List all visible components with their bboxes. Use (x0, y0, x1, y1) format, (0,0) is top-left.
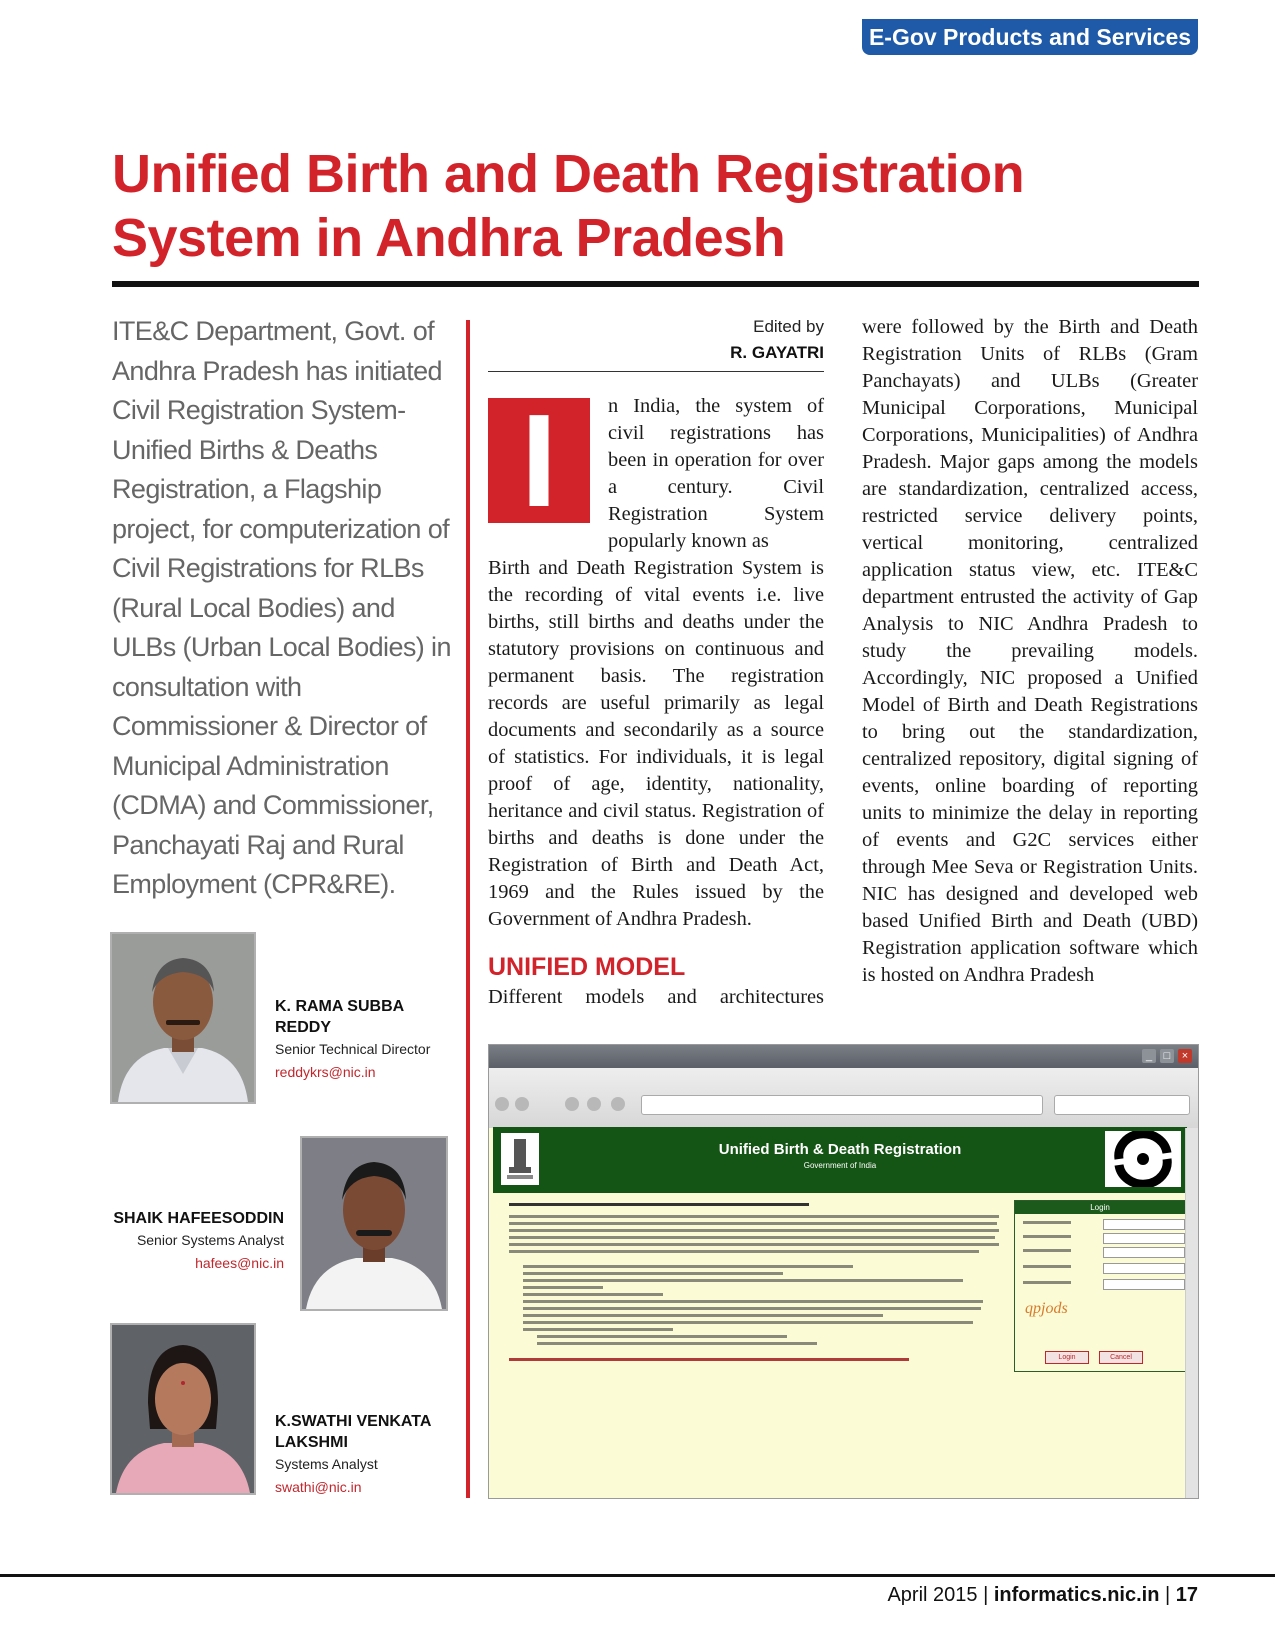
author-photo-2 (300, 1136, 448, 1311)
author-email[interactable]: reddykrs@nic.in (275, 1064, 376, 1080)
stop-icon (587, 1097, 601, 1111)
app-subtitle: Government of India (803, 1161, 877, 1170)
screenshot-heading-line (509, 1203, 809, 1206)
theme-row (1023, 1235, 1173, 1245)
scrollbar (1185, 1128, 1198, 1498)
body-text-column-1: Birth and Death Registration System is the recording of vital events i.e. live births, still births and deaths under the statutory provisions on continuous and permanent basis. The registration records are useful primarily as legal documents and secondarily as a source of statistics. For individuals, it is legal proof of age, identity, nationality, heritance and civil status. Registration of births and deaths is done under the Registration of Birth and Death Act, 1969 and the Rules issued by the Government of Andhra Pradesh. (488, 557, 824, 930)
language-row (1023, 1221, 1173, 1231)
drop-cap-letter: I (520, 387, 558, 534)
password-row (1023, 1265, 1173, 1275)
site-url: informatics.nic.in (993, 1584, 1160, 1606)
captcha-text: qpjods (1025, 1300, 1068, 1317)
screenshot-text-line (509, 1229, 999, 1232)
screenshot-text-line (523, 1272, 783, 1275)
body-text-intro: n India, the system of civil registrations has been in operation for over a century. Civil Registration System popularly known as (608, 395, 824, 552)
application-screenshot (488, 1044, 1199, 1499)
author-photo-3 (110, 1323, 256, 1495)
author-name: SHAIK HAFEESODDIN (113, 1210, 284, 1227)
screenshot-text-line (523, 1286, 603, 1289)
screenshot-text-line (523, 1293, 663, 1296)
screenshot-link-line (509, 1358, 909, 1361)
body-text-column-2: were followed by the Birth and Death Registration Units of RLBs (Gram Panchayats) and ULBs (Greater Municipal Corporations, Municipal Corporations, Municipalities) of Andhra Pradesh. Major gaps among the models are standardization, centralized access, restricted service delivery points, vertical monitoring, centralized application status view, etc. ITE&C department entrusted the activity of Gap Analysis to NIC Andhra Pradesh to study the prevailing models. Accordingly, NIC proposed a Unified Model of Birth and Death Registrations to bring out the standardization, centralized repository, digital signing of events, online boarding of reporting units to minimize the delay in reporting of events and G2C services either through Mee Seva or Registration Units. NIC has designed and developed web based Unified Birth and Death (UBD) Registration application software which is hosted on Andhra Pradesh (862, 316, 1198, 986)
page-footer: April 2015 | informatics.nic.in | 17 (887, 1584, 1198, 1606)
drop-cap (488, 387, 590, 534)
screenshot-text-line (523, 1307, 981, 1310)
screenshot-text-line (509, 1222, 997, 1225)
minimize-icon: _ (1142, 1049, 1156, 1063)
intro-text: ITE&C Department, Govt. of Andhra Pradesh has initiated Civil Registration System-Unified Births & Deaths Registration, a Flagship project, for computerization of Civil Registrations for RLBs (Rural Local Bodies) and ULBs (Urban Local Bodies) in consultation with Commissioner & Director of Municipal Administration (CDMA) and Commissioner, Panchayati Raj and Rural Employment (CPR&RE). (112, 316, 451, 899)
author-email[interactable]: swathi@nic.in (275, 1479, 362, 1495)
login-panel-title: Login (1015, 1201, 1185, 1214)
author-1 (275, 996, 455, 1084)
title-line-2: System in Andhra Pradesh (112, 208, 786, 268)
maximize-icon: □ (1160, 1049, 1174, 1063)
captcha-row (1023, 1281, 1173, 1291)
author-email[interactable]: hafees@nic.in (195, 1255, 284, 1271)
username-row (1023, 1249, 1173, 1259)
author-name: K. RAMA SUBBA REDDY (275, 998, 404, 1036)
editor-credit (488, 314, 824, 366)
screenshot-text-line (523, 1300, 983, 1303)
ubd-logo-icon (1105, 1131, 1181, 1187)
screenshot-text-line (523, 1279, 963, 1282)
title-rule (112, 281, 1199, 287)
screenshot-text-line (523, 1314, 883, 1317)
close-icon: × (1178, 1049, 1192, 1063)
screenshot-text-line (509, 1236, 995, 1239)
screenshot-text-line (523, 1328, 673, 1331)
page-number: 17 (1175, 1584, 1198, 1606)
title-line-1: Unified Birth and Death Registration (112, 144, 1025, 204)
section-tab: E-Gov Products and Services (862, 19, 1198, 55)
issue-date: April 2015 (887, 1584, 978, 1606)
cancel-button: Cancel (1099, 1351, 1143, 1364)
author-role: Senior Systems Analyst (136, 1232, 284, 1248)
author-role: Senior Technical Director (275, 1041, 431, 1057)
screenshot-text-line (523, 1265, 853, 1268)
screenshot-text-line (509, 1215, 999, 1218)
back-icon (495, 1097, 509, 1111)
author-2 (112, 1208, 284, 1275)
screenshot-text-line (537, 1335, 787, 1338)
screenshot-text-line (509, 1243, 999, 1246)
author-3 (275, 1411, 455, 1499)
screenshot-text-line (537, 1342, 817, 1345)
footer-rule (0, 1574, 1275, 1577)
reload-icon (565, 1097, 579, 1111)
author-photo-1 (110, 932, 256, 1104)
forward-icon (515, 1097, 529, 1111)
edited-by-label: Edited by (753, 317, 824, 336)
screenshot-text-line (523, 1321, 973, 1324)
author-name: K.SWATHI VENKATA LAKSHMI (275, 1413, 431, 1451)
home-icon (611, 1097, 625, 1111)
body-text-column-1-end: Different models and architectures (488, 986, 824, 1008)
section-heading: UNIFIED MODEL (488, 953, 686, 981)
app-banner (493, 1127, 1187, 1193)
login-panel (1014, 1200, 1186, 1372)
editor-name: R. GAYATRI (730, 343, 824, 362)
login-button: Login (1045, 1351, 1089, 1364)
author-role: Systems Analyst (275, 1456, 378, 1472)
article-title (112, 142, 1192, 270)
editor-rule (488, 371, 824, 372)
screenshot-text-line (509, 1250, 979, 1253)
browser-search-box (1054, 1095, 1190, 1115)
window-titlebar (489, 1045, 1198, 1068)
column-divider (466, 320, 470, 1498)
address-bar (641, 1095, 1043, 1115)
app-title: Unified Birth & Death Registration (718, 1141, 962, 1158)
